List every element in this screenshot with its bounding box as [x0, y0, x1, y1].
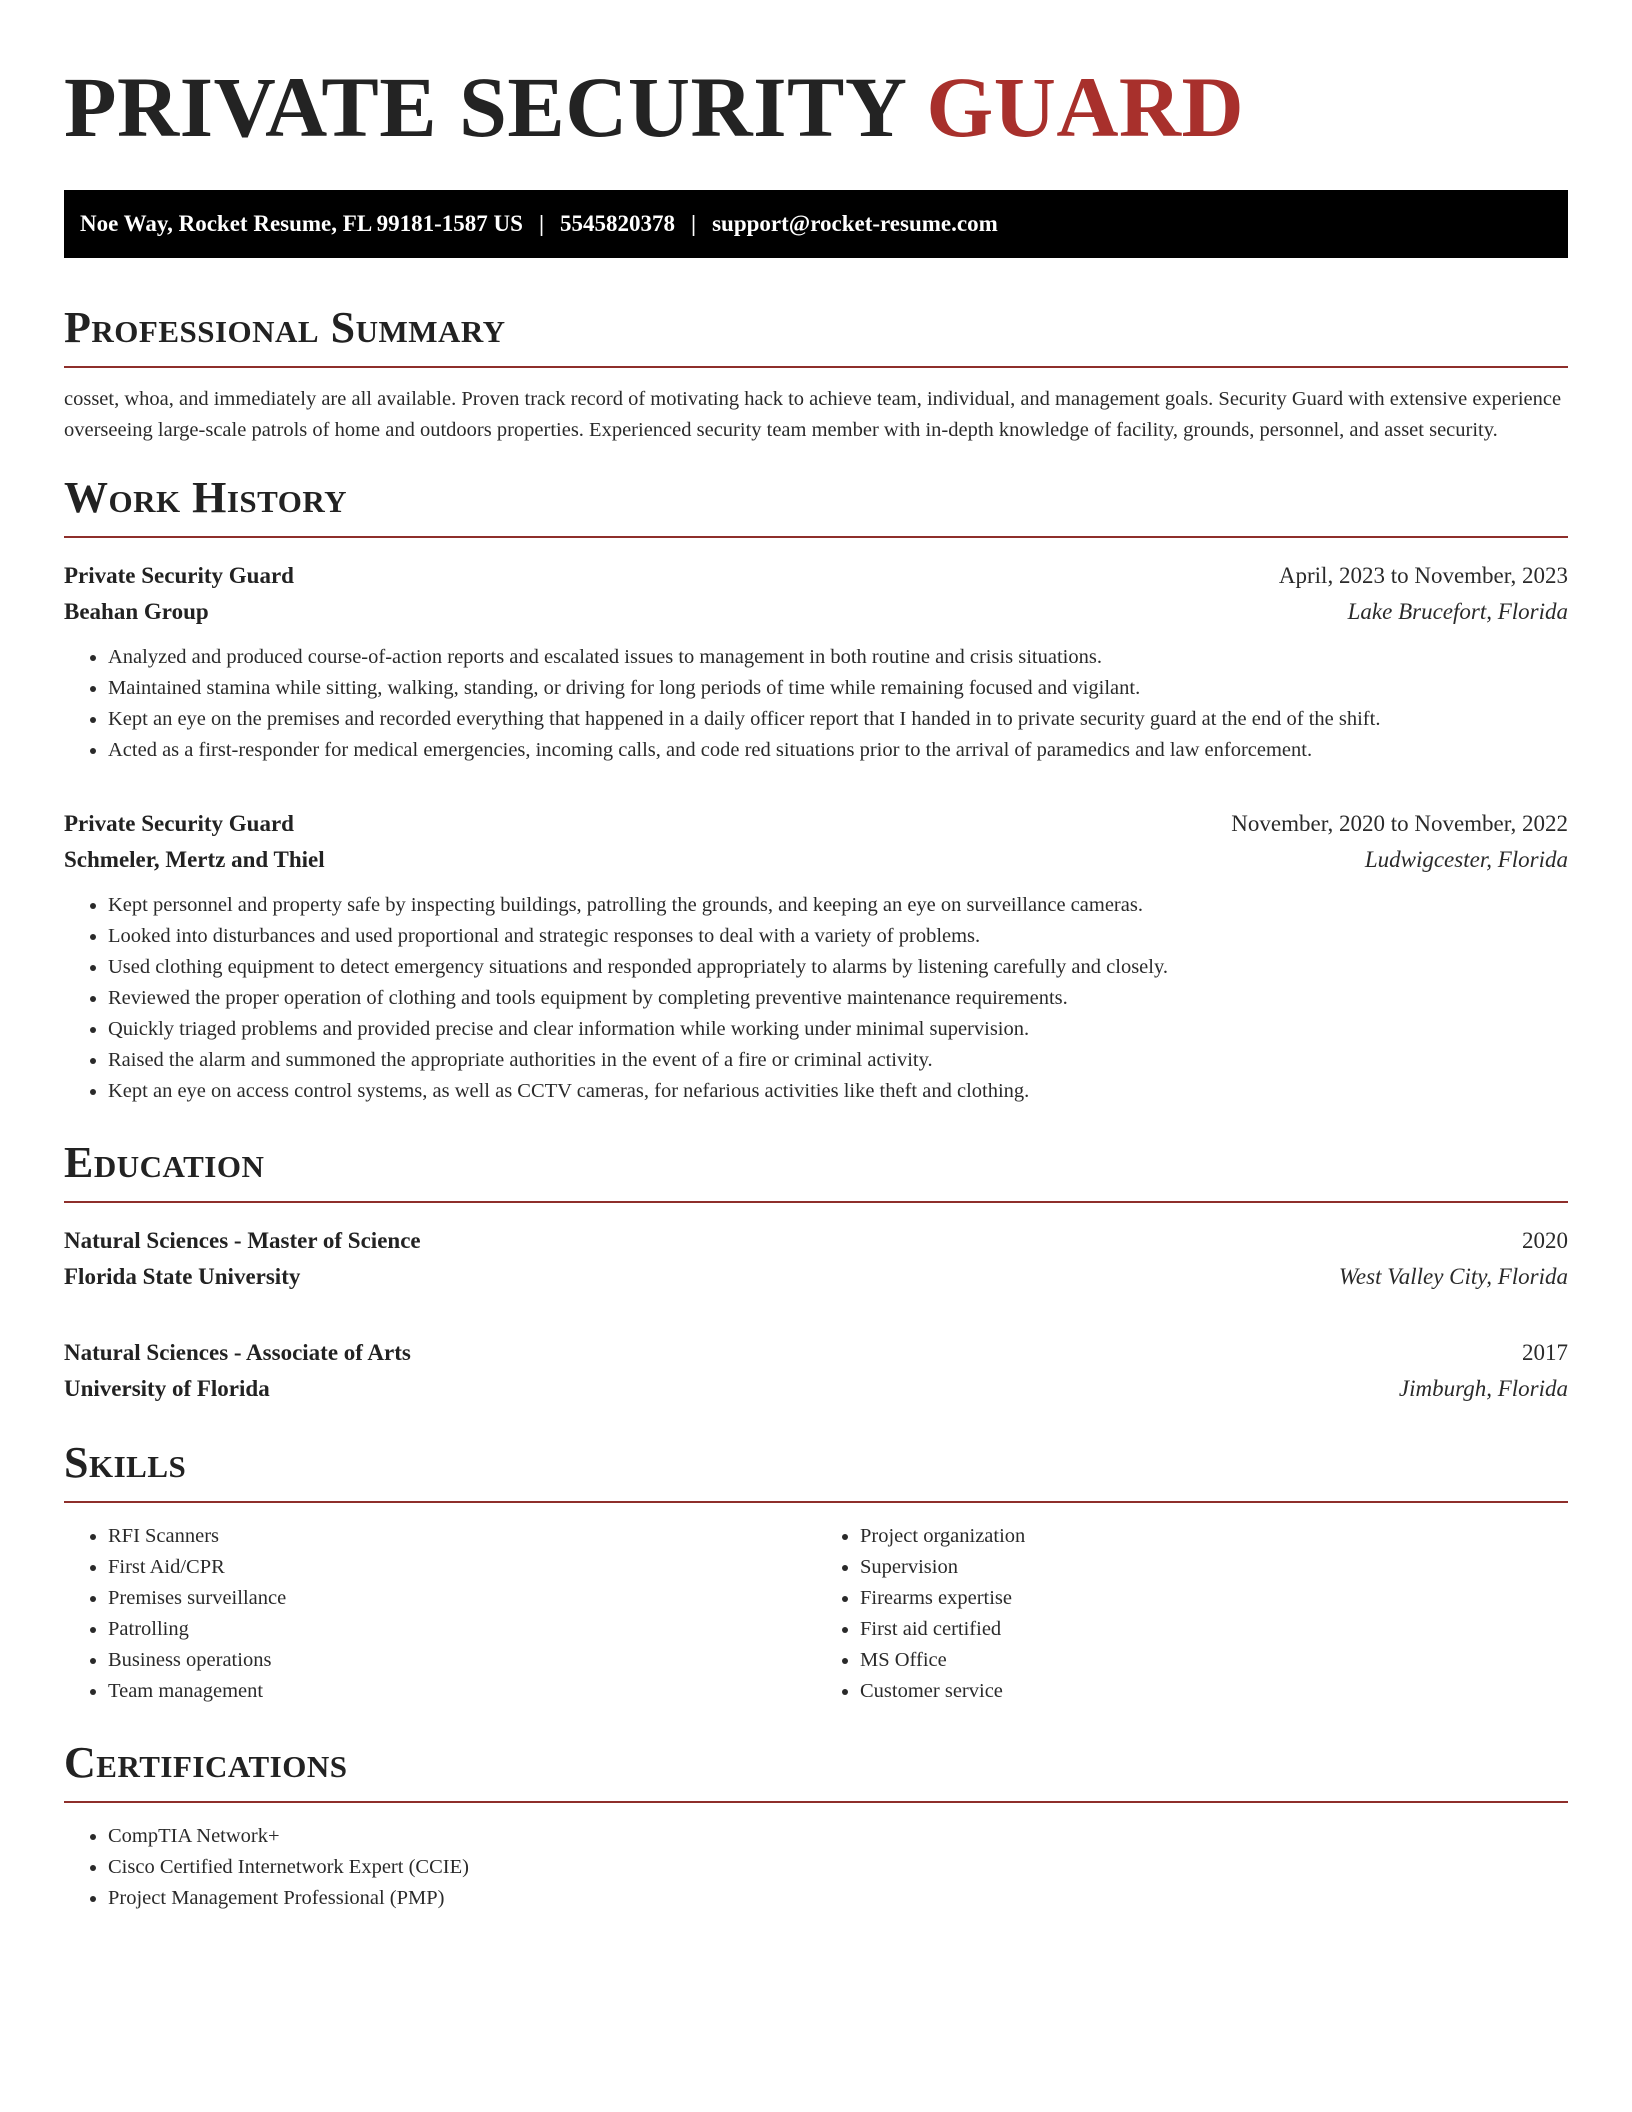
education-degree: Natural Sciences - Master of Science [64, 1228, 421, 1253]
skill-item: • Firearms expertise [860, 1583, 1568, 1614]
section-title-education: Education [64, 1138, 265, 1187]
section-divider [64, 1801, 1568, 1803]
education-degree: Natural Sciences - Associate of Arts [64, 1340, 411, 1365]
education-location: Jimburgh, Florida [1398, 1376, 1568, 1401]
job-bullet: • Looked into disturbances and used proportional and strategic responses to deal with a variety of problems. [108, 921, 1568, 952]
job-bullets [64, 890, 1568, 1107]
job-company-row [64, 842, 1568, 878]
certification-item: • Project Management Professional (PMP) [108, 1883, 1568, 1914]
certifications-section [64, 1738, 1568, 1914]
skill-item: • First Aid/CPR [108, 1552, 816, 1583]
name-last: GUARD [926, 59, 1245, 155]
job-bullet: • Quickly triaged problems and provided precise and clear information while working under minimal supervision. [108, 1014, 1568, 1045]
education-entry [64, 1223, 1568, 1295]
education-header [64, 1335, 1568, 1371]
job-entry [64, 558, 1568, 766]
job-bullet: • Kept an eye on the premises and recorded everything that happened in a daily officer report that I handed in to private security guard at the end of the shift. [108, 704, 1568, 735]
skills-column-left [64, 1521, 816, 1707]
education-school-row [64, 1371, 1568, 1407]
job-bullet: • Used clothing equipment to detect emergency situations and responded appropriately to alarms by listening carefully and closely. [108, 952, 1568, 983]
summary-section [64, 303, 1568, 446]
job-header [64, 558, 1568, 594]
education-school: Florida State University [64, 1264, 301, 1289]
section-divider [64, 366, 1568, 368]
job-bullet: • Reviewed the proper operation of clothing and tools equipment by completing preventive maintenance requirements. [108, 983, 1568, 1014]
job-bullet: • Acted as a first-responder for medical emergencies, incoming calls, and code red situations prior to the arrival of paramedics and law enforcement. [108, 735, 1568, 766]
skill-item: • Customer service [860, 1676, 1568, 1707]
skills-grid [64, 1521, 1568, 1707]
education-school-row [64, 1259, 1568, 1295]
job-header [64, 806, 1568, 842]
contact-phone: 5545820378 [560, 211, 676, 236]
certification-item: • CompTIA Network+ [108, 1821, 1568, 1852]
contact-bar [64, 190, 1568, 258]
certification-item: • Cisco Certified Internetwork Expert (CCIE) [108, 1852, 1568, 1883]
job-position: Private Security Guard [64, 811, 294, 836]
job-bullet: • Maintained stamina while sitting, walking, standing, or driving for long periods of time while remaining focused and vigilant. [108, 673, 1568, 704]
skills-section [64, 1438, 1568, 1707]
skill-item: • Premises surveillance [108, 1583, 816, 1614]
job-bullet: • Kept personnel and property safe by inspecting buildings, patrolling the grounds, and keeping an eye on surveillance cameras. [108, 890, 1568, 921]
skill-item: • Patrolling [108, 1614, 816, 1645]
job-dates: April, 2023 to November, 2023 [1278, 563, 1568, 588]
contact-address: Noe Way, Rocket Resume, FL 99181-1587 US [80, 211, 523, 236]
job-company: Beahan Group [64, 599, 209, 624]
skill-item: • First aid certified [860, 1614, 1568, 1645]
skill-item: • Business operations [108, 1645, 816, 1676]
job-location: Ludwigcester, Florida [1364, 847, 1568, 872]
section-title-skills: Skills [64, 1438, 187, 1487]
contact-separator: | [538, 211, 545, 236]
skills-column-right [816, 1521, 1568, 1707]
name-first: PRIVATE SECURITY [64, 59, 905, 155]
education-year: 2020 [1522, 1228, 1568, 1253]
section-title-certifications: Certifications [64, 1738, 348, 1787]
skill-item: • MS Office [860, 1645, 1568, 1676]
job-company: Schmeler, Mertz and Thiel [64, 847, 325, 872]
section-title-work: Work History [64, 473, 348, 522]
certification-list [64, 1821, 1568, 1914]
job-entry [64, 806, 1568, 1107]
job-bullets [64, 642, 1568, 766]
resume-name [64, 59, 1568, 155]
job-company-row [64, 594, 1568, 630]
job-bullet: • Kept an eye on access control systems, as well as CCTV cameras, for nefarious activities like theft and clothing. [108, 1076, 1568, 1107]
education-section [64, 1138, 1568, 1407]
contact-separator: | [691, 211, 697, 236]
section-title-summary: Professional Summary [64, 303, 506, 352]
work-history-section [64, 473, 1568, 1107]
skill-item: • Team management [108, 1676, 816, 1707]
education-entry [64, 1335, 1568, 1407]
skill-item: • Project organization [860, 1521, 1568, 1552]
skill-item: • RFI Scanners [108, 1521, 816, 1552]
education-school: University of Florida [64, 1376, 270, 1401]
education-header [64, 1223, 1568, 1259]
contact-email: support@rocket-resume.com [712, 211, 998, 236]
job-dates: November, 2020 to November, 2022 [1231, 811, 1568, 836]
summary-text: cosset, whoa, and immediately are all available. Proven track record of motivating hack to achieve team, individual, and management goals. Security Guard with extensive experience overseeing large-scale patrols of home and outdoors properties. Experienced security team member with in-depth knowledge of facility, grounds, personnel, and asset security. [64, 388, 1562, 441]
job-bullet: • Analyzed and produced course-of-action reports and escalated issues to management in both routine and crisis situations. [108, 642, 1568, 673]
education-location: West Valley City, Florida [1338, 1264, 1568, 1289]
skill-item: • Supervision [860, 1552, 1568, 1583]
section-divider [64, 1501, 1568, 1503]
education-year: 2017 [1522, 1340, 1568, 1365]
section-divider [64, 536, 1568, 538]
section-divider [64, 1201, 1568, 1203]
job-position: Private Security Guard [64, 563, 294, 588]
job-location: Lake Brucefort, Florida [1347, 599, 1568, 624]
job-bullet: • Raised the alarm and summoned the appropriate authorities in the event of a fire or criminal activity. [108, 1045, 1568, 1076]
